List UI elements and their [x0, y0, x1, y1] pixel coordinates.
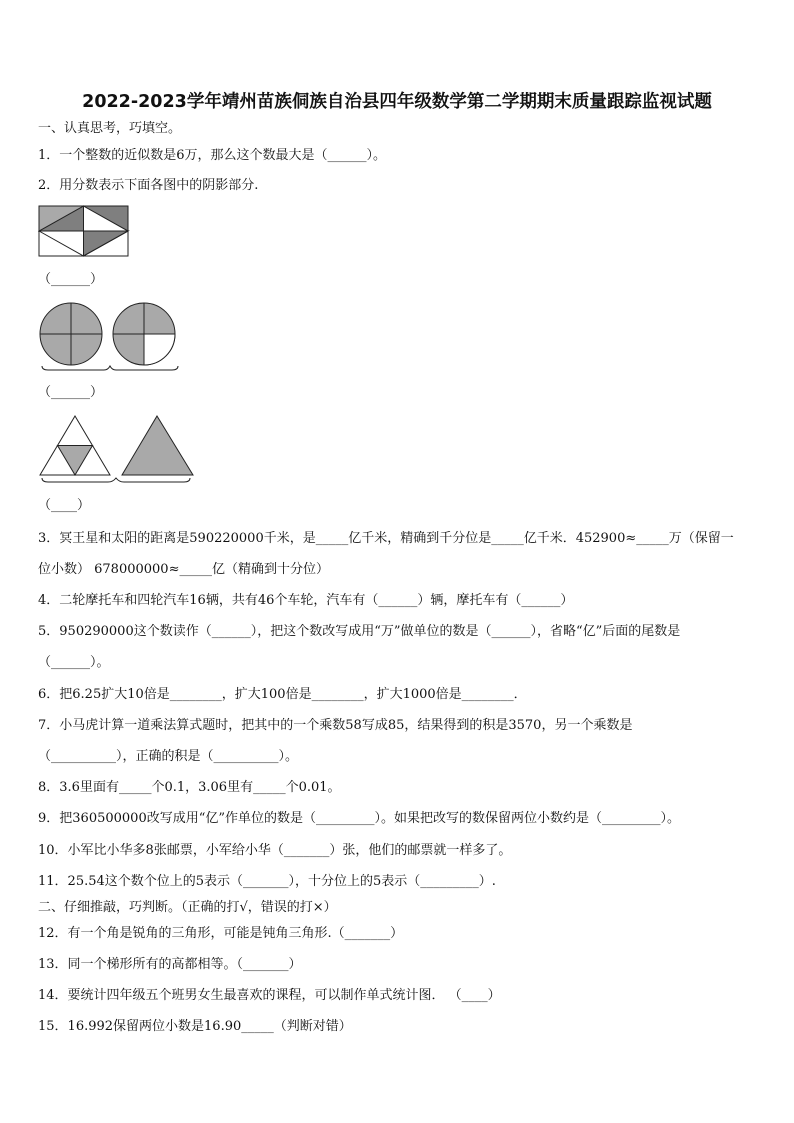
question-5-line-2: （______）。	[38, 655, 110, 670]
figure-rectangle-triangles	[38, 205, 130, 259]
question-4: 4．二轮摩托车和四轮汽车16辆，共有46个车轮，汽车有（______）辆，摩托车有（______）	[38, 593, 574, 608]
page-title: 2022-2023学年靖州苗族侗族自治县四年级数学第二学期期末质量跟踪监视试题	[82, 92, 712, 112]
figure-circles-quarters	[38, 302, 180, 372]
question-5-line-1: 5．950290000这个数读作（______），把这个数改写成用“万”做单位的数是（______），省略“亿”后面的尾数是	[38, 624, 681, 639]
question-14: 14．要统计四年级五个班男女生最喜欢的课程，可以制作单式统计图． （____）	[38, 988, 501, 1003]
question-2-blank-b: （______）	[38, 385, 104, 400]
section-1-heading: 一、认真思考，巧填空。	[38, 121, 182, 136]
section-2-heading: 二、仔细推敲，巧判断。（正确的打√，错误的打×）	[38, 900, 337, 915]
question-13: 13．同一个梯形所有的高都相等。（_______）	[38, 957, 302, 972]
question-3-line-1: 3．冥王星和太阳的距离是590220000千米，是_____亿千米，精确到千分位是_____亿千米．452900≈_____万（保留一	[38, 531, 734, 546]
question-1: 1．一个整数的近似数是6万，那么这个数最大是（______）。	[38, 148, 387, 163]
question-15: 15．16.992保留两位小数是16.90_____（判断对错）	[38, 1019, 352, 1034]
question-7-line-2: （__________），正确的积是（__________）。	[38, 749, 299, 764]
question-12: 12．有一个角是锐角的三角形，可能是钝角三角形.（_______）	[38, 926, 404, 941]
question-10: 10．小军比小华多8张邮票，小军给小华（_______）张，他们的邮票就一样多了。	[38, 843, 512, 858]
question-3-line-2: 位小数） 678000000≈_____亿（精确到十分位）	[38, 562, 329, 577]
figure-triangles	[38, 414, 196, 486]
question-7-line-1: 7．小马虎计算一道乘法算式题时，把其中的一个乘数58写成85，结果得到的积是3570，另一个乘数是	[38, 718, 633, 733]
question-2-blank-a: （______）	[38, 272, 104, 287]
question-2-blank-c: （____）	[38, 498, 91, 513]
question-9: 9．把360500000改写成用“亿”作单位的数是（_________）。如果把改写的数保留两位小数约是（_________）。	[38, 811, 681, 826]
question-11: 11．25.54这个数个位上的5表示（_______），十分位上的5表示（_________）.	[38, 874, 496, 889]
question-8: 8．3.6里面有_____个0.1，3.06里有_____个0.01。	[38, 780, 341, 795]
question-2: 2．用分数表示下面各图中的阴影部分.	[38, 178, 259, 193]
question-6: 6．把6.25扩大10倍是________，扩大100倍是________，扩大1000倍是________．	[38, 687, 527, 702]
